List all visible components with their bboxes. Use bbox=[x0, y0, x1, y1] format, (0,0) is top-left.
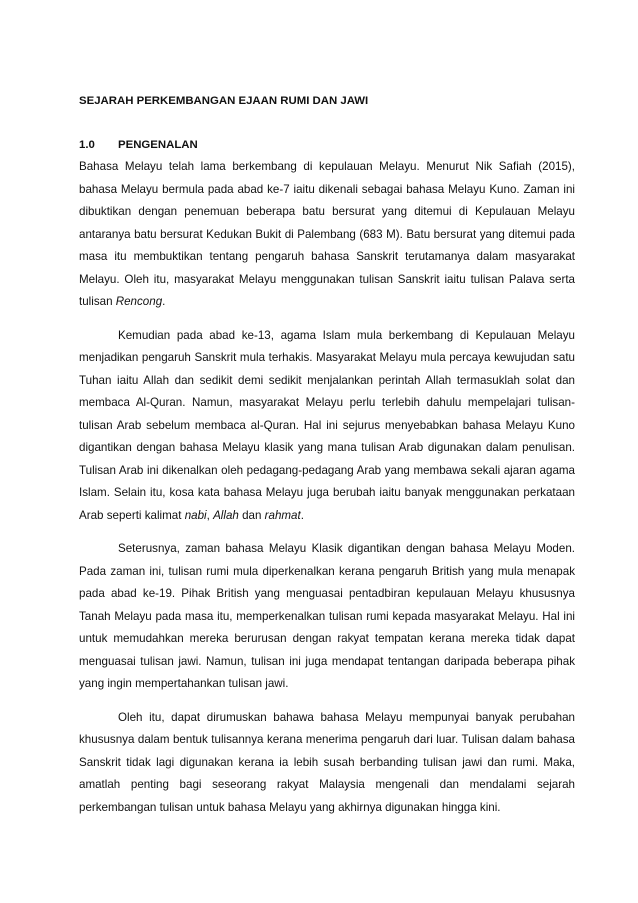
paragraph-2 bbox=[79, 325, 575, 528]
paragraph-3: Seterusnya, zaman bahasa Melayu Klasik digantikan dengan bahasa Melayu Moden. Pada zaman ini, tulisan rumi mula diperkenalkan kerana pengaruh British yang mula menapak pada abad ke-19. Pihak British yang menguasai pentadbiran kepulauan Melayu khususnya Tanah Melayu pada masa itu, memperkenalkan tulisan rumi kepada masyarakat Melayu. Hal ini untuk memudahkan mereka berurusan dengan rakyat tempatan kerana mereka tidak dapat menguasai tulisan jawi. Namun, tulisan ini juga mendapat tentangan daripada beberapa pihak yang ingin mempertahankan tulisan jawi. bbox=[79, 542, 575, 690]
paragraph-1-italic: Rencong bbox=[115, 295, 163, 308]
document-title: SEJARAH PERKEMBANGAN EJAAN RUMI DAN JAWI bbox=[79, 95, 369, 107]
paragraph-2-italic-allah: Allah bbox=[213, 508, 239, 522]
paragraph-2-end: . bbox=[300, 508, 304, 522]
section-title: PENGENALAN bbox=[118, 139, 198, 151]
paragraph-2-sep-1: , bbox=[206, 508, 214, 522]
paragraph-2-italic-rahmat: rahmat bbox=[264, 508, 301, 522]
paragraph-2-sep-2: dan bbox=[238, 508, 265, 522]
paragraph-2-text: Kemudian pada abad ke-13, agama Islam mula berkembang di Kepulauan Melayu menjadikan pengaruh Sanskrit mula terhakis. Masyarakat Melayu mula percaya kewujudan satu Tuhan iaitu Allah dan sedikit demi sedikit menjalankan perintah Allah termasuklah solat dan membaca Al-Quran. Namun, masyarakat Melayu perlu terlebih dahulu mempelajari tulisan-tulisan Arab sebelum membaca al-Quran. Hal ini sejurus menyebabkan bahasa Melayu Kuno digantikan dengan bahasa Melayu klasik yang mana tulisan Arab digunakan dalam penulisan. Tulisan Arab ini dikenalkan oleh pedagang-pedagang Arab yang membawa sekali ajaran agama Islam. Selain itu, kosa kata bahasa Melayu juga berubah iaitu banyak menggunakan perkataan Arab seperti kalimat bbox=[79, 328, 575, 522]
paragraph-1-text: Bahasa Melayu telah lama berkembang di kepulauan Melayu. Menurut Nik Safiah (2015), bahasa Melayu bermula pada abad ke-7 iaitu dikenali sebagai bahasa Melayu Kuno. Zaman ini dibuktikan dengan penemuan beberapa batu bersurat yang ditemui di Kepulauan Melayu antaranya batu bersurat Kedukan Bukit di Palembang (683 M). Batu bersurat yang ditemui pada masa itu membuktikan tentang pengaruh bahasa Sanskrit terutamanya dalam masyarakat Melayu. Oleh itu, masyarakat Melayu menggunakan tulisan Sanskrit iaitu tulisan Palava serta tulisan bbox=[79, 160, 575, 308]
paragraph-2-italic-nabi: nabi bbox=[184, 508, 207, 522]
section-number: 1.0 bbox=[79, 139, 95, 151]
paragraph-1 bbox=[79, 156, 575, 314]
paragraph-4: Oleh itu, dapat dirumuskan bahawa bahasa Melayu mempunyai banyak perubahan khususnya dalam bentuk tulisannya kerana menerima pengaruh dari luar. Tulisan dalam bahasa Sanskrit tidak lagi digunakan kerana ia lebih susah berbanding tulisan jawi dan rumi. Maka, amatlah penting bagi seseorang rakyat Malaysia mengenali dan mendalami sejarah perkembangan tulisan untuk bahasa Melayu yang akhirnya digunakan hingga kini. bbox=[79, 710, 575, 814]
document-page bbox=[79, 95, 575, 819]
paragraph-1-end: . bbox=[162, 295, 166, 308]
section-heading bbox=[79, 139, 575, 151]
